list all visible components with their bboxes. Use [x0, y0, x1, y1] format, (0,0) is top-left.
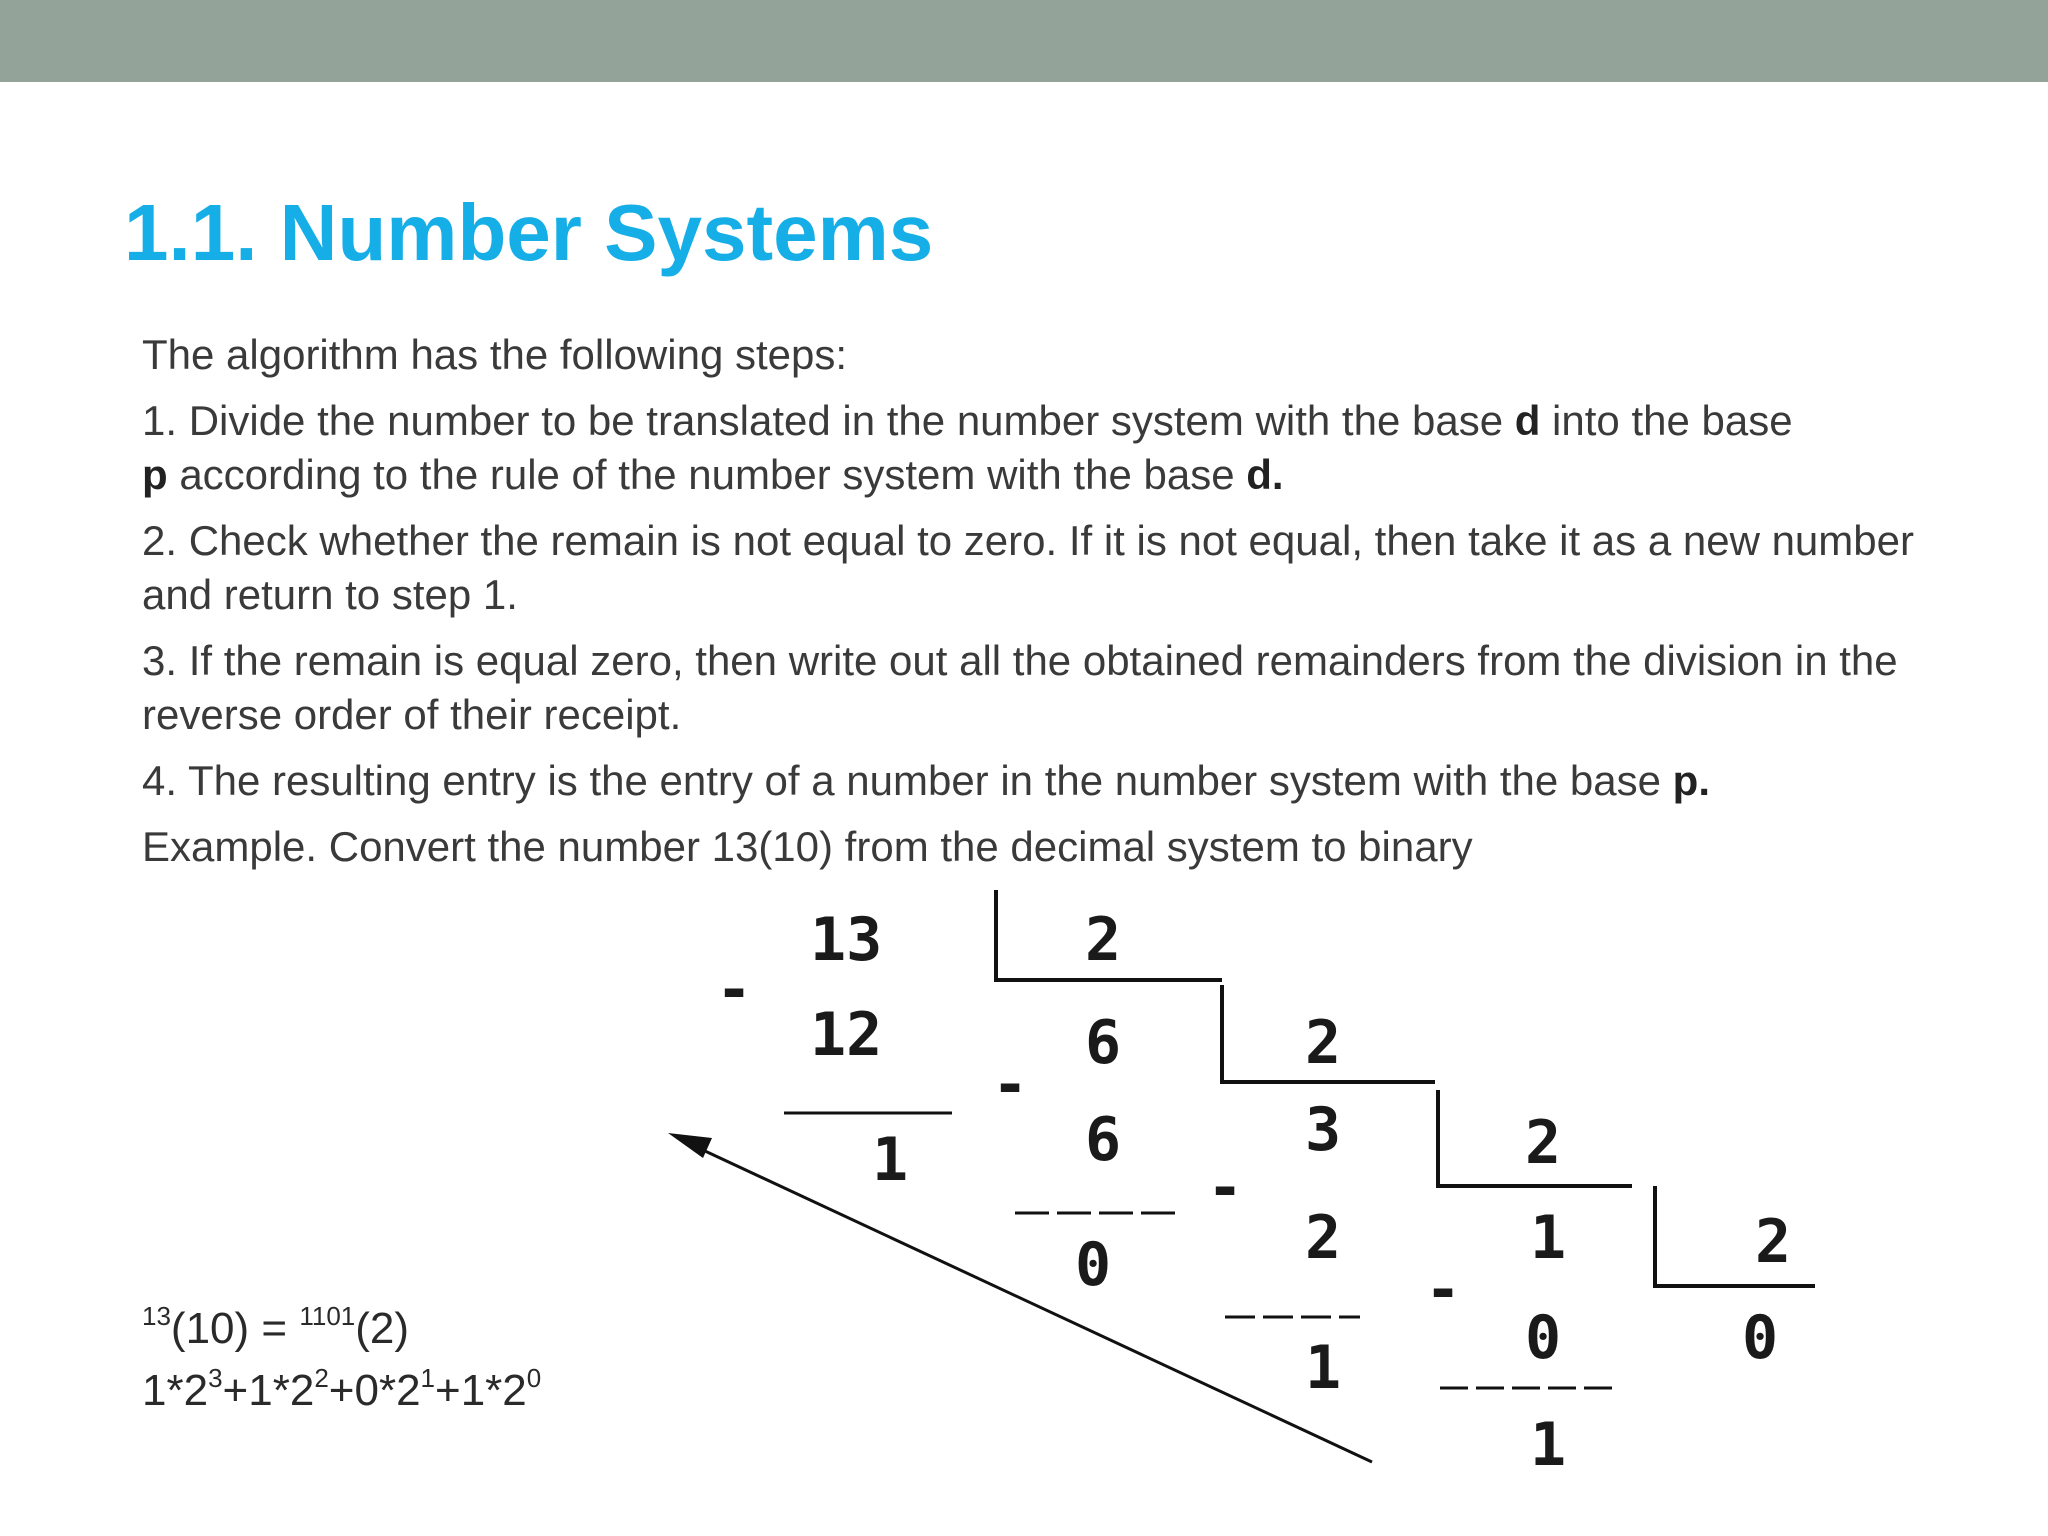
divisor-1: 2 [1085, 905, 1122, 975]
remainder-1: 1 [872, 1125, 909, 1195]
minus-2: - [992, 1050, 1029, 1120]
subtract-4: 0 [1525, 1303, 1562, 1373]
conversion-result: $^{13}$(10) = $^{1101}$(2) [142, 1301, 410, 1353]
step-2: 2. Check whether the remain is not equal to zero. If it is not equal, then take it as a new number and return to step 1. [142, 517, 1914, 618]
minus-1: - [716, 955, 753, 1025]
divisor-3: 2 [1525, 1108, 1562, 1178]
reverse-order-arrow [668, 1133, 1372, 1462]
divisor-2: 2 [1305, 1008, 1342, 1078]
remainder-2: 0 [1075, 1230, 1112, 1300]
quotient-4: 0 [1742, 1303, 1779, 1373]
minus-3: - [1207, 1153, 1244, 1223]
quotient-1: 6 [1085, 1008, 1122, 1078]
quotient-2: 3 [1305, 1095, 1342, 1165]
minus-4: - [1425, 1255, 1462, 1325]
intro-text: The algorithm has the following steps: [142, 331, 848, 378]
slide-title: 1.1. Number Systems [124, 188, 934, 277]
quotient-3: 1 [1530, 1203, 1567, 1273]
example-text: Example. Convert the number 13(10) from the decimal system to binary [142, 823, 1473, 870]
remainder-4: 1 [1530, 1410, 1567, 1480]
subtraction-lines [784, 1113, 1615, 1388]
divisor-4: 2 [1755, 1207, 1792, 1277]
step-4: 4. The resulting entry is the entry of a number in the number system with the base p. [142, 757, 1710, 804]
subtract-3: 2 [1305, 1203, 1342, 1273]
step-3: 3. If the remain is equal zero, then write out all the obtained remainders from the division in the reverse order of their receipt. [142, 637, 1898, 738]
remainder-3: 1 [1305, 1333, 1342, 1403]
positional-expansion: $1*2^3+1*2^2+0*2^1+1*2^0$ [142, 1363, 542, 1415]
step-1: 1. Divide the number to be translated in the number system with the base d into the base p according to the rule of the number system with the base d. [142, 397, 1793, 498]
subtract-2: 6 [1085, 1105, 1122, 1175]
dividend-1: 13 [810, 905, 883, 975]
subtract-1: 12 [810, 1000, 883, 1070]
